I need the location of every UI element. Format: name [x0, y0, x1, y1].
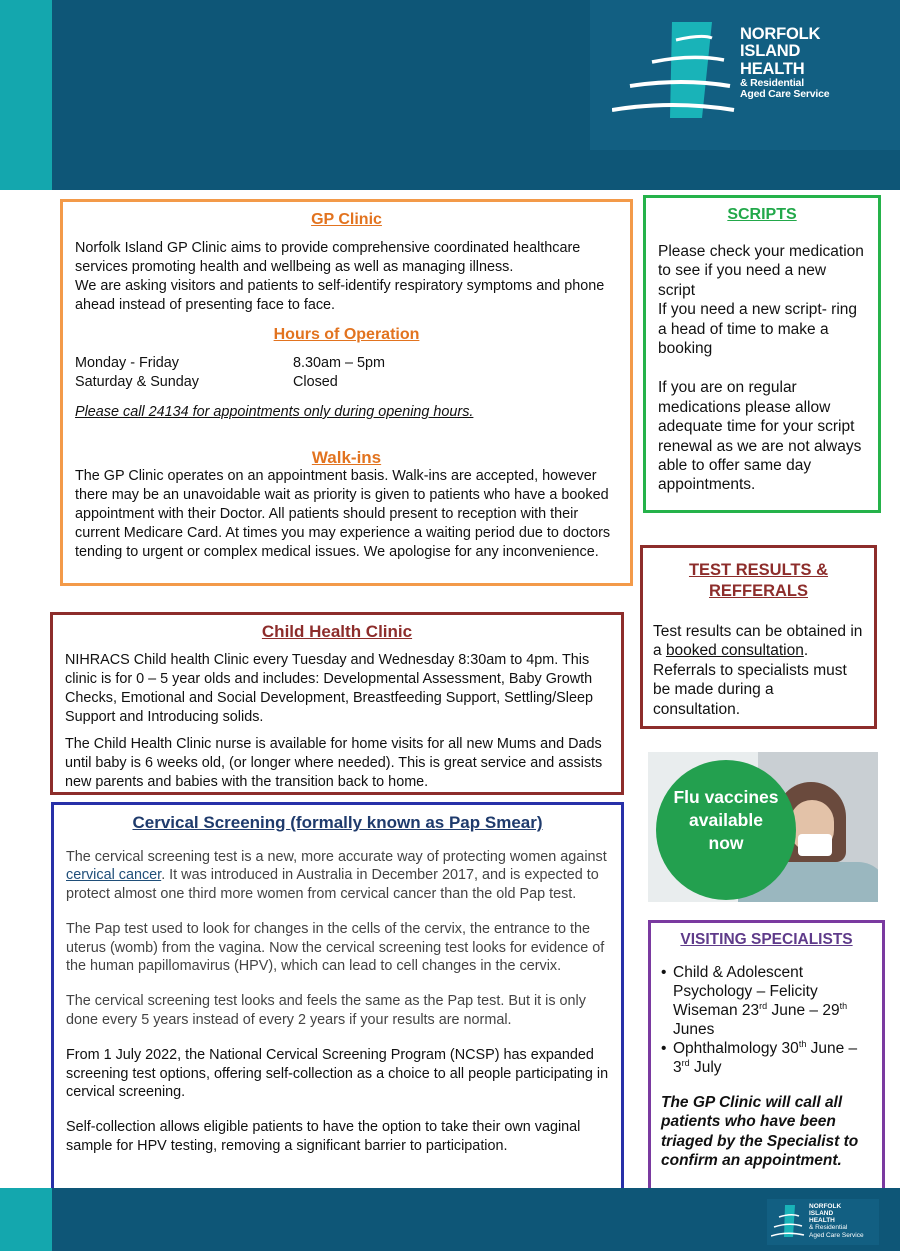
specialist-text: Child & Adolescent Psychology – Felicity Wiseman 23: [673, 964, 818, 1019]
logo-subline: Aged Care Service: [809, 1231, 864, 1239]
walkins-text: The GP Clinic operates on an appointment basis. Walk-ins are accepted, however there may be an unavoidable wait as priority is given to patients who have a booked appointment with their Doctor. All patients should present to reception with their current Medicare Card. At times you may experience a waiting period due to doctors tending to urgent or complex medical issues. We apologise for any inconvenience.: [75, 468, 611, 560]
footer-logo-icon: [771, 1203, 811, 1241]
scripts-para: If you are on regular medications please allow adequate time for your script renewal as we are not always able to offer same day appointments.: [658, 379, 862, 494]
gp-clinic-intro-2: We are asking visitors and patients to self-identify respiratory symptoms and phone ahead instead of presenting face to face.: [75, 278, 605, 313]
gp-clinic-title: GP Clinic: [311, 211, 382, 228]
child-health-panel: [50, 612, 624, 795]
hours-row: [75, 373, 618, 392]
cervical-para: The Pap test used to look for changes in the cells of the cervix, the entrance to the uterus (womb) from the vagina. Now the cervical screening test looks for evidence of the human papillomavirus (HPV), which can lead to cell changes in the cervix.: [66, 921, 605, 975]
scripts-para: Please check your medication to see if you need a new script: [658, 243, 864, 299]
cervical-cancer-link[interactable]: cervical cancer: [66, 867, 162, 884]
flu-text-line: Flu vaccines: [673, 787, 779, 807]
logo-wordmark: [740, 26, 829, 100]
test-results-title: TEST RESULTS & REFFERALS: [688, 561, 829, 600]
test-results-text-end: . Referrals to specialists must be made during a consultation.: [653, 642, 847, 718]
child-health-title: Child Health Clinic: [261, 622, 413, 641]
footer-accent-bar: [0, 1188, 52, 1251]
logo-line: NORFOLK: [809, 1203, 842, 1210]
tissue-icon: [798, 834, 832, 856]
hours-row: [75, 354, 618, 373]
specialist-text: June – 3: [673, 1040, 858, 1076]
flu-text-line: now: [708, 833, 744, 853]
test-results-text-start: Test results can be obtained in a: [653, 623, 863, 660]
logo-line: HEALTH: [809, 1217, 835, 1225]
flu-text-line: available: [689, 810, 763, 830]
logo-line: HEALTH: [740, 59, 805, 78]
footer-banner: [0, 1188, 900, 1251]
ordinal-suffix: th: [798, 1038, 807, 1049]
scripts-para: If you need a new script- ring a head of time to make a booking: [658, 301, 858, 358]
logo-line: NORFOLK: [740, 25, 821, 43]
cervical-para: From 1 July 2022, the National Cervical Screening Program (NCSP) has expanded screening test options, offering self-collection as a choice to all people participating in cervical screening.: [66, 1047, 609, 1101]
logo-line: ISLAND: [809, 1210, 834, 1218]
logo-subline: Aged Care Service: [740, 87, 830, 100]
flu-vaccines-text: [656, 786, 796, 855]
hours-time: Closed: [293, 374, 338, 390]
list-item: [661, 963, 872, 1039]
cervical-para: The cervical screening test looks and feels the same as the Pap test. But it is only done every 5 years instead of every 2 years if your results are normal.: [66, 993, 586, 1028]
test-results-panel: [640, 545, 877, 729]
appointment-note: Please call 24134 for appointments only during opening hours.: [75, 404, 474, 420]
booked-consultation-link[interactable]: booked consultation: [665, 642, 804, 660]
test-results-text: [653, 622, 864, 719]
specialists-list: [661, 963, 872, 1077]
logo-line: ISLAND: [740, 42, 801, 61]
cervical-para: [66, 848, 609, 903]
ordinal-suffix: th: [839, 1000, 848, 1011]
gp-clinic-intro: Norfolk Island GP Clinic aims to provide comprehensive coordinated healthcare services promoting health and wellbeing as well as managing illness.: [75, 240, 581, 275]
hours-title: Hours of Operation: [273, 326, 420, 343]
cervical-para1-start: The cervical screening test is a new, more accurate way of protecting women against: [66, 849, 607, 865]
cervical-para: Self-collection allows eligible patients to have the option to take their own vaginal sample for HPV testing, removing a significant barrier to participation.: [66, 1119, 581, 1154]
visiting-closing-note: The GP Clinic will call all patients who have been triaged by the Specialist to confirm an appointment.: [661, 1094, 859, 1170]
gp-clinic-panel: [60, 199, 633, 586]
child-health-para: The Child Health Clinic nurse is available for home visits for all new Mums and Dads until baby is 6 weeks old, (or longer where needed). This is great service and assists new parents and babies with the transition back to home.: [65, 736, 603, 790]
child-health-para: NIHRACS Child health Clinic every Tuesday and Wednesday 8:30am to 4pm. This clinic is for 0 – 5 year olds and includes: Developmental Assessment, Baby Growth Checks, Emotional and Social Development, Breastfeeding Support, Settling/Sleep Support and Introducing solids.: [65, 652, 593, 725]
specialist-text: July: [689, 1059, 722, 1076]
specialist-text: Junes: [673, 1021, 715, 1038]
list-item: [661, 1039, 872, 1077]
scripts-panel: [643, 195, 881, 513]
visiting-title: VISITING SPECIALISTS: [680, 931, 853, 948]
logo-subline: & Residential: [740, 76, 804, 89]
ordinal-suffix: rd: [759, 1000, 768, 1011]
hours-day: Saturday & Sunday: [75, 374, 199, 390]
hours-day: Monday - Friday: [75, 355, 179, 371]
footer-logo-wordmark: [809, 1203, 864, 1239]
visiting-specialists-panel: [648, 920, 885, 1188]
cervical-para1-end: . It was introduced in Australia in December 2017, and is expected to protect almost one third more women from cervical cancer than the old Pap test.: [66, 867, 599, 902]
ordinal-suffix: rd: [681, 1057, 690, 1068]
scripts-title: SCRIPTS: [727, 206, 797, 223]
walkins-title: Walk-ins: [311, 448, 382, 467]
hours-time: 8.30am – 5pm: [293, 355, 385, 371]
flu-vaccines-banner: [648, 752, 878, 902]
specialist-text: Ophthalmology 30: [673, 1040, 799, 1057]
cervical-screening-panel: [51, 802, 624, 1212]
logo-subline: & Residential: [809, 1224, 848, 1232]
hours-table: [75, 354, 618, 392]
cervical-title: Cervical Screening (formally known as Pap Smear): [132, 813, 543, 832]
header-accent-bar: [0, 0, 52, 190]
specialist-text: June – 29: [767, 1002, 840, 1019]
